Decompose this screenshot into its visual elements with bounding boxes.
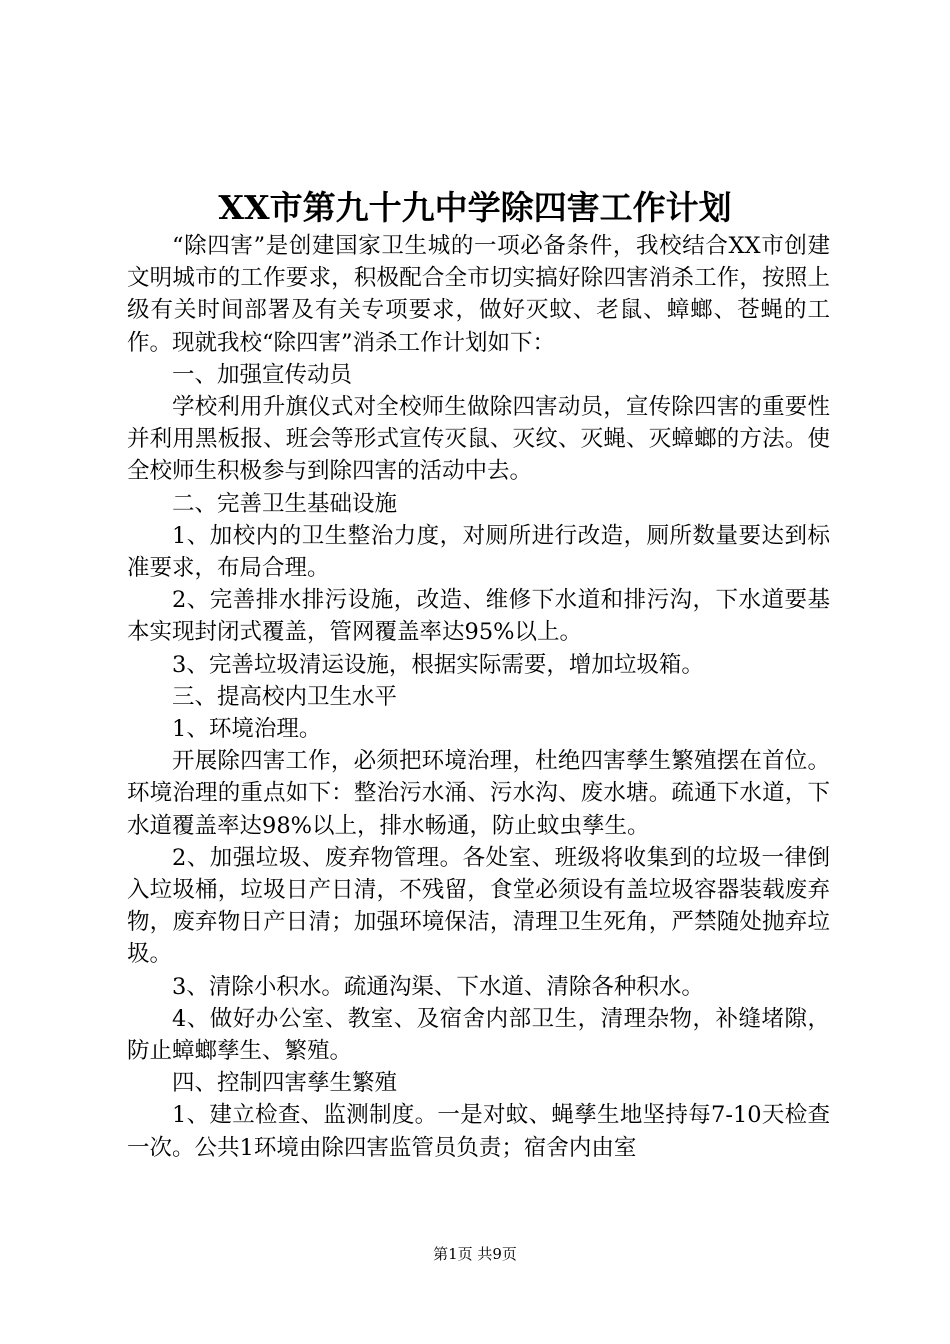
document-body	[127, 230, 830, 1164]
section-heading-4: 四、控制四害孳生繁殖	[172, 1070, 398, 1097]
section-heading-1: 一、加强宣传动员	[172, 361, 353, 388]
paragraph-intro: “除四害”是创建国家卫生城的一项必备条件，我校结合XX市创建文明城市的工作要求，积极配合全市切实搞好除四害消杀工作，按照上级有关时间部署及有关专项要求，做好灭蚊、老鼠、蟑螂、苍蝇的工作。现就我校“除四害”消杀工作计划如下：	[127, 233, 830, 356]
paragraph: 1、环境治理。	[172, 716, 322, 743]
paragraph: 2、加强垃圾、废弃物管理。各处室、班级将收集到的垃圾一律倒入垃圾桶，垃圾日产日清，不残留，食堂必须设有盖垃圾容器装载废弃物，废弃物日产日清；加强环境保洁，清理卫生死角，严禁随处抛弃垃圾。	[127, 844, 830, 968]
paragraph: 1、建立检查、监测制度。一是对蚊、蝇孳生地坚持每7-10天检查一次。公共1环境由除四害监管员负责；宿舍内由室	[127, 1102, 830, 1161]
document-title: XX市第九十九中学除四害工作计划	[218, 188, 732, 227]
paragraph: 3、清除小积水。疏通沟渠、下水道、清除各种积水。	[172, 973, 704, 1000]
paragraph: 2、完善排水排污设施，改造、维修下水道和排污沟，下水道要基本实现封闭式覆盖，管网覆盖率达95%以上。	[127, 587, 830, 646]
section-heading-3: 三、提高校内卫生水平	[172, 683, 398, 710]
paragraph: 4、做好办公室、教室、及宿舍内部卫生，清理杂物，补缝堵隙，防止蟑螂孳生、繁殖。	[127, 1005, 830, 1065]
paragraph: 3、完善垃圾清运设施，根据实际需要，增加垃圾箱。	[172, 651, 704, 678]
paragraph: 1、加校内的卫生整治力度，对厕所进行改造，厕所数量要达到标准要求，布局合理。	[127, 522, 830, 582]
paragraph: 开展除四害工作，必须把环境治理，杜绝四害孳生繁殖摆在首位。环境治理的重点如下：整治污水涌、污水沟、废水塘。疏通下水道，下水道覆盖率达98%以上，排水畅通，防止蚊虫孳生。	[127, 748, 830, 839]
paragraph: 学校利用升旗仪式对全校师生做除四害动员，宣传除四害的重要性并利用黑板报、班会等形式宣传灭鼠、灭纹、灭蝇、灭蟑螂的方法。使全校师生积极参与到除四害的活动中去。	[127, 394, 830, 485]
section-heading-2: 二、完善卫生基础设施	[172, 490, 398, 517]
page-footer: 第1页 共9页	[433, 1245, 517, 1263]
